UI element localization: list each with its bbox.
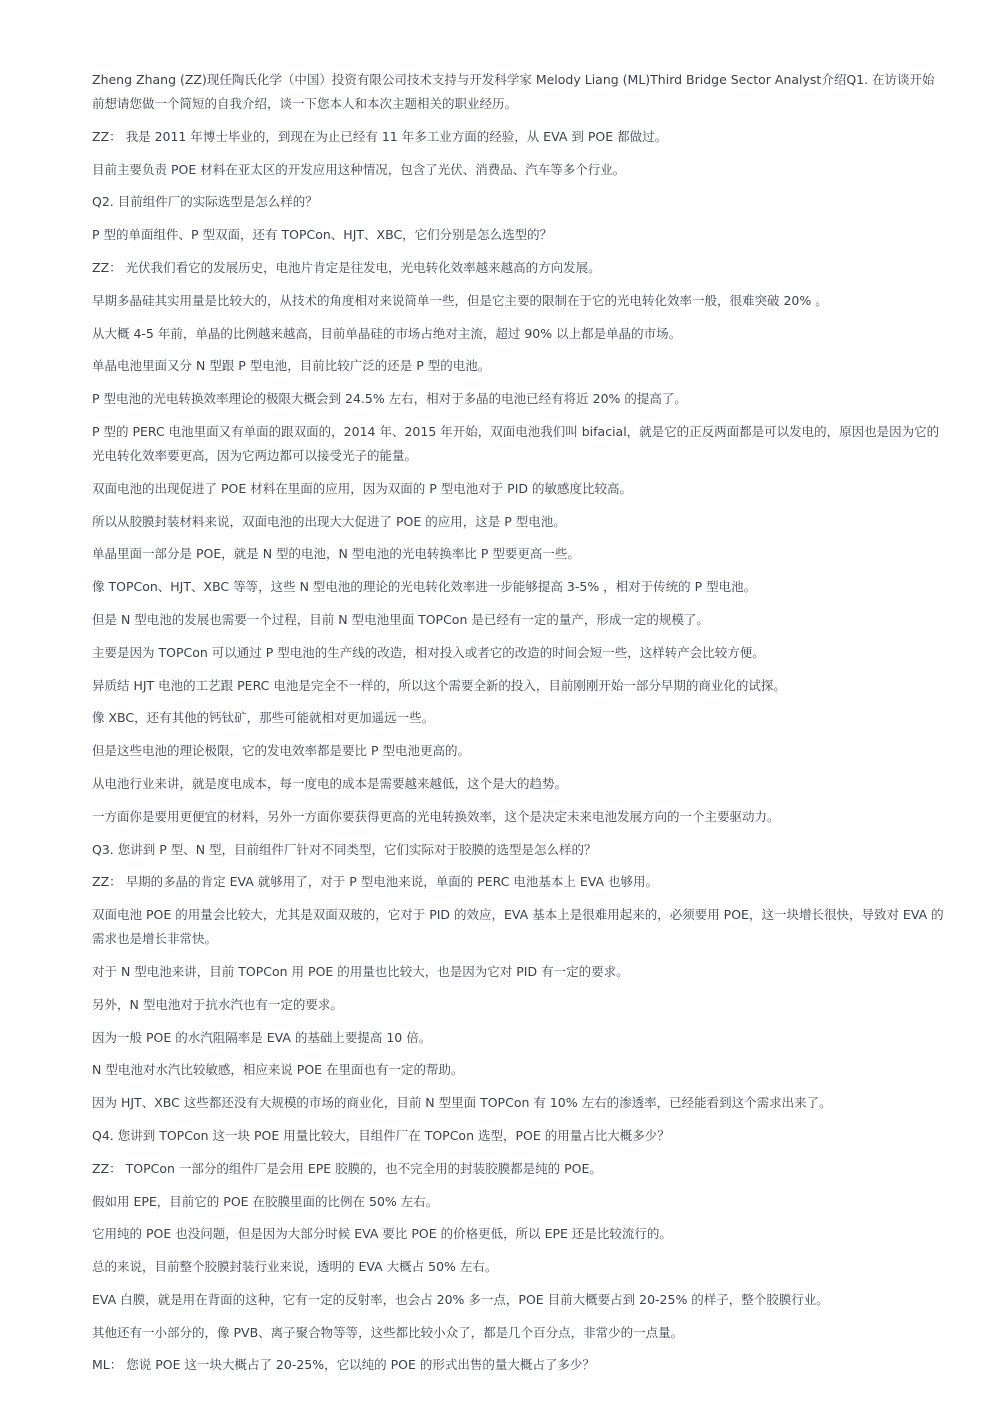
answer-paragraph: 因为一般 POE 的水汽阻隔率是 EVA 的基础上要提高 10 倍。 <box>92 1029 432 1045</box>
answer-paragraph: 从大概 4-5 年前，单晶的比例越来越高，目前单晶硅的市场占绝对主流，超过 90% 以上都是单晶的市场。 <box>92 325 682 341</box>
answer-paragraph: ZZ： 光伏我们看它的发展历史，电池片肯定是往发电，光电转化效率越来越高的方向发展。 <box>92 259 601 275</box>
answer-paragraph: 但是这些电池的理论极限，它的发电效率都是要比 P 型电池更高的。 <box>92 743 470 759</box>
answer-paragraph: 异质结 HJT 电池的工艺跟 PERC 电池是完全不一样的，所以这个需要全新的投入，目前刚刚开始一部分早期的商业化的试探。 <box>92 677 786 693</box>
answer-paragraph: 另外，N 型电池对于抗水汽也有一定的要求。 <box>92 996 343 1012</box>
answer-paragraph: 主要是因为 TOPCon 可以通过 P 型电池的生产线的改造，相对投入或者它的改造的时间会短一些，这样转产会比较方便。 <box>92 644 765 660</box>
question-paragraph: ML： 您说 POE 这一块大概占了 20-25%，它以纯的 POE 的形式出售的量大概占了多少？ <box>92 1357 595 1373</box>
answer-paragraph: N 型电池对水汽比较敏感，相应来说 POE 在里面也有一定的帮助。 <box>92 1062 464 1078</box>
answer-paragraph: P 型电池的光电转换效率理论的极限大概会到 24.5% 左右，相对于多晶的电池已经有将近 20% 的提高了。 <box>92 391 687 407</box>
question-paragraph: Q4. 您讲到 TOPCon 这一块 POE 用量比较大，目组件厂在 TOPCon 选型，POE 的用量占比大概多少？ <box>92 1127 670 1143</box>
answer-paragraph: 其他还有一小部分的，像 PVB、离子聚合物等等，这些都比较小众了，都是几个百分点，非常少的一点量。 <box>92 1324 684 1340</box>
answer-paragraph: 像 XBC，还有其他的钙钛矿，那些可能就相对更加遥远一些。 <box>92 710 435 726</box>
answer-paragraph: 所以从胶膜封装材料来说，双面电池的出现大大促进了 POE 的应用，这是 P 型电池。 <box>92 513 566 529</box>
answer-paragraph: P 型的 PERC 电池里面又有单面的跟双面的，2014 年、2015 年开始，双面电池我们叫 bifacial，就是它的正反两面都是可以发电的，原因也是因为它的光电转化效率要更高，因为它两边都可以接受光子的能量。 <box>92 423 940 463</box>
answer-paragraph: 从电池行业来讲，就是度电成本，每一度电的成本是需要越来越低，这个是大的趋势。 <box>92 775 568 791</box>
answer-paragraph: 因为 HJT、XBC 这些都还没有大规模的市场的商业化，目前 N 型里面 TOPCon 有 10% 左右的渗透率，已经能看到这个需求出来了。 <box>92 1095 832 1111</box>
transcript-body <box>92 68 944 1386</box>
question-paragraph: P 型的单面组件、P 型双面，还有 TOPCon、HJT、XBC，它们分别是怎么选型的？ <box>92 227 553 243</box>
question-paragraph: Q3. 您讲到 P 型、N 型，目前组件厂针对不同类型，它们实际对于胶膜的选型是怎么样的？ <box>92 841 597 857</box>
answer-paragraph: ZZ： 我是 2011 年博士毕业的，到现在为止已经有 11 年多工业方面的经验，从 EVA 到 POE 都做过。 <box>92 128 668 144</box>
answer-paragraph: 它用纯的 POE 也没问题，但是因为大部分时候 EVA 要比 POE 的价格更低，所以 EPE 还是比较流行的。 <box>92 1226 672 1242</box>
answer-paragraph: 对于 N 型电池来讲，目前 TOPCon 用 POE 的用量也比较大，也是因为它对 PID 有一定的要求。 <box>92 963 629 979</box>
answer-paragraph: 像 TOPCon、HJT、XBC 等等，这些 N 型电池的理论的光电转化效率进一步能够提高 3-5% ，相对于传统的 P 型电池。 <box>92 579 757 595</box>
answer-paragraph: 双面电池的出现促进了 POE 材料在里面的应用，因为双面的 P 型电池对于 PID 的敏感度比较高。 <box>92 480 633 496</box>
answer-paragraph: 早期多晶硅其实用量是比较大的，从技术的角度相对来说简单一些，但是它主要的限制在于它的光电转化效率一般，很难突破 20% 。 <box>92 292 828 308</box>
intro-paragraph: Zheng Zhang (ZZ)现任陶氏化学（中国）投资有限公司技术支持与开发科学家 Melody Liang (ML)Third Bridge Sector Analyst介绍Q1. 在访谈开始前想请您做一个简短的自我介绍，谈一下您本人和本次主题相关的职业经历。 <box>92 72 935 111</box>
answer-paragraph: EVA 白膜，就是用在背面的这种，它有一定的反射率，也会占 20% 多一点，POE 目前大概要占到 20-25% 的样子，整个胶膜行业。 <box>92 1291 829 1307</box>
answer-paragraph: 一方面你是要用更便宜的材料，另外一方面你要获得更高的光电转换效率，这个是决定未来电池发展方向的一个主要驱动力。 <box>92 808 780 824</box>
question-paragraph: Q2. 目前组件厂的实际选型是怎么样的？ <box>92 194 318 210</box>
answer-paragraph: ZZ： 早期的多晶的肯定 EVA 就够用了，对于 P 型电池来说，单面的 PERC 电池基本上 EVA 也够用。 <box>92 874 659 890</box>
answer-paragraph: 假如用 EPE，目前它的 POE 在胶膜里面的比例在 50% 左右。 <box>92 1193 439 1209</box>
answer-paragraph: 总的来说，目前整个胶膜封装行业来说，透明的 EVA 大概占 50% 左右。 <box>92 1259 498 1275</box>
answer-paragraph: 单晶电池里面又分 N 型跟 P 型电池，目前比较广泛的还是 P 型的电池。 <box>92 358 491 374</box>
answer-paragraph: 但是 N 型电池的发展也需要一个过程，目前 N 型电池里面 TOPCon 是已经有一定的量产，形成一定的规模了。 <box>92 611 709 627</box>
answer-paragraph: 单晶里面一部分是 POE，就是 N 型的电池，N 型电池的光电转换率比 P 型要更高一些。 <box>92 546 580 562</box>
answer-paragraph: 双面电池 POE 的用量会比较大，尤其是双面双玻的，它对于 PID 的效应，EVA 基本上是很难用起来的，必须要用 POE，这一块增长很快，导致对 EVA 的需求也是增长非常快。 <box>92 907 944 947</box>
answer-paragraph: 目前主要负责 POE 材料在亚太区的开发应用这种情况，包含了光伏、消费品、汽车等多个行业。 <box>92 161 626 177</box>
answer-paragraph: ZZ： TOPCon 一部分的组件厂是会用 EPE 胶膜的，也不完全用的封装胶膜都是纯的 POE。 <box>92 1160 602 1176</box>
